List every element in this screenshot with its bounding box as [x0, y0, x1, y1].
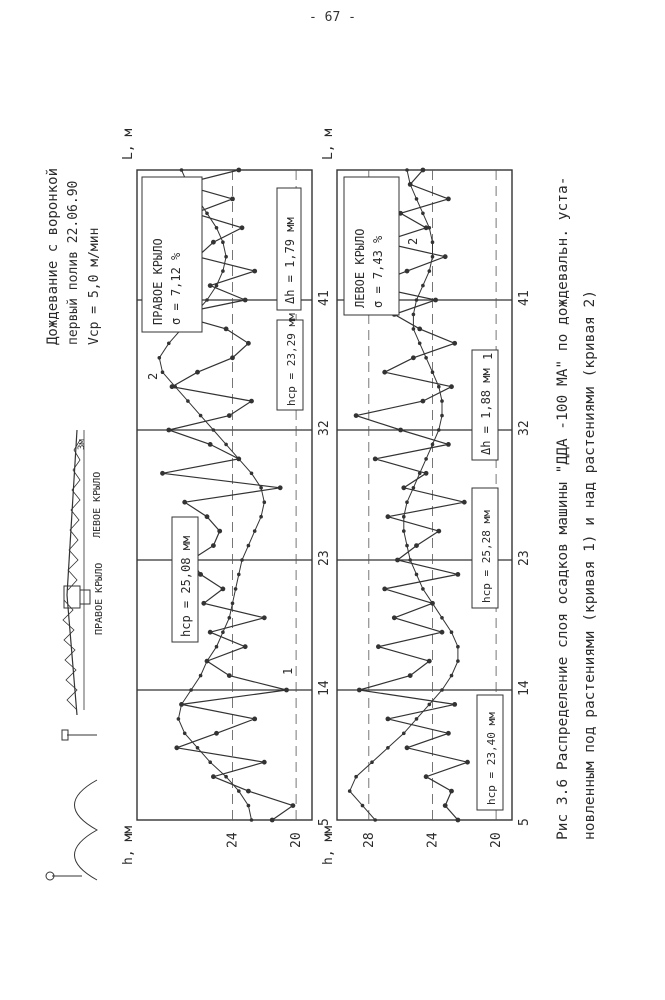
data-point [215, 226, 219, 230]
data-point [421, 587, 425, 591]
data-point [456, 572, 461, 577]
y-tick-label: 20 [289, 832, 305, 848]
y-axis-label: h, мм [121, 825, 136, 865]
data-point [376, 644, 381, 649]
mark-label: 3м [77, 439, 87, 450]
data-point [227, 673, 232, 678]
bottom-delta: Δh = 1,88 мм [479, 368, 493, 455]
data-point [427, 659, 432, 664]
data-point [224, 443, 228, 447]
data-point [205, 659, 209, 663]
data-point [161, 370, 165, 374]
x-tick-label: 5 [517, 818, 532, 826]
data-point [199, 414, 203, 418]
data-point [405, 269, 410, 274]
data-point [382, 587, 387, 592]
data-point [263, 500, 267, 504]
data-point [221, 630, 225, 634]
y-tick-label: 28 [361, 832, 377, 848]
data-point [253, 529, 257, 533]
x-tick-label: 32 [517, 420, 532, 436]
x-unit-label: L, м [121, 128, 136, 160]
data-point [237, 573, 241, 577]
data-point [408, 558, 412, 562]
data-point [186, 399, 190, 403]
data-point [431, 602, 435, 606]
data-point [177, 717, 181, 721]
data-point [215, 645, 219, 649]
data-point [228, 616, 232, 620]
top-curve1-label: 1 [281, 667, 295, 675]
caption-line-2: новленным под растениями (кривая 1) и над растениями (кривая 2) [582, 290, 598, 840]
data-point [386, 746, 390, 750]
data-point [259, 515, 263, 519]
x-tick-label: 14 [517, 680, 532, 696]
data-point [412, 486, 416, 490]
data-point [196, 746, 200, 750]
data-point [424, 457, 428, 461]
data-point [208, 283, 213, 288]
data-point [160, 471, 165, 476]
data-point [240, 558, 244, 562]
data-point [240, 225, 245, 230]
data-point [402, 529, 406, 533]
data-point [167, 342, 171, 346]
machine-speed: Vср = 5,0 м/мин [87, 227, 102, 345]
data-point [249, 399, 254, 404]
x-tick-label: 32 [317, 420, 332, 436]
data-point [211, 774, 216, 779]
data-point [227, 413, 232, 418]
bottom-curve2-label: 2 [406, 237, 420, 245]
machine-title: Дождевание с воронкой [45, 167, 61, 345]
data-point [395, 558, 400, 563]
data-point [246, 341, 251, 346]
top-delta: Δh = 1,79 мм [283, 217, 297, 304]
data-point [224, 775, 228, 779]
data-point [166, 428, 171, 433]
data-point [456, 645, 460, 649]
data-point [247, 804, 251, 808]
data-point [180, 168, 184, 172]
data-point [456, 818, 461, 823]
data-point [398, 428, 403, 433]
data-point [246, 789, 251, 794]
data-point [428, 269, 432, 273]
data-point [252, 717, 257, 722]
data-point [418, 342, 422, 346]
data-point [402, 732, 406, 736]
data-point [456, 659, 460, 663]
data-point [230, 197, 235, 202]
data-point [158, 356, 162, 360]
top-wing-label: ПРАВОЕ КРЫЛО [151, 238, 165, 325]
data-point [284, 688, 289, 693]
data-point [247, 544, 251, 548]
data-point [217, 529, 222, 534]
data-point [428, 703, 432, 707]
data-point [408, 183, 412, 187]
data-point [411, 355, 416, 360]
machine-run: первый полив 22.06.90 [66, 180, 81, 345]
caption-line-1: Рис 3.6 Распределение слоя осадков машины "ДДА -100 МА" по дождевальн. уста- [555, 176, 571, 840]
figure-svg [22, 80, 622, 900]
data-point [414, 543, 419, 548]
bottom-wing-sigma: σ = 7,43 % [371, 235, 385, 308]
data-point [208, 630, 213, 635]
top-wing-sigma: σ = 7,12 % [169, 252, 183, 325]
data-point [412, 327, 416, 331]
data-point [354, 413, 359, 418]
data-point [412, 313, 416, 317]
data-point [224, 255, 228, 259]
data-point [386, 717, 391, 722]
data-point [189, 688, 193, 692]
data-point [443, 803, 448, 808]
data-point [182, 500, 187, 505]
bottom-panel-annotations [344, 177, 503, 810]
page-number: - 67 - [309, 10, 356, 25]
right-wing-label: ПРАВОЕ КРЫЛО [94, 562, 105, 635]
data-point [243, 644, 248, 649]
data-point [270, 818, 275, 823]
data-point [198, 572, 203, 577]
data-point [291, 803, 296, 808]
machine-schematic [45, 168, 105, 880]
data-point [205, 514, 210, 519]
data-point [401, 485, 406, 490]
top-hcp-left: hср = 25,08 мм [179, 535, 193, 637]
data-point [262, 760, 267, 765]
data-point [431, 370, 435, 374]
y-tick-label: 20 [489, 832, 505, 848]
data-point [443, 254, 448, 259]
data-point [382, 370, 387, 375]
data-point [205, 298, 209, 302]
data-point [446, 731, 451, 736]
data-point [214, 731, 219, 736]
data-point [440, 399, 444, 403]
x-tick-label: 23 [517, 550, 532, 566]
x-tick-label: 41 [517, 290, 532, 306]
data-point [230, 355, 235, 360]
x-tick-label: 23 [317, 550, 332, 566]
data-point [373, 457, 378, 462]
data-point [465, 760, 470, 765]
data-point [408, 673, 413, 678]
data-point [431, 255, 435, 259]
bottom-hcp-left: hср = 23,40 мм [485, 712, 498, 805]
data-point [436, 529, 441, 534]
data-point [417, 327, 422, 332]
data-point [262, 615, 267, 620]
data-point [361, 804, 365, 808]
data-point [405, 168, 409, 172]
data-point [208, 442, 213, 447]
data-point [440, 414, 444, 418]
data-point [424, 471, 429, 476]
data-point [421, 399, 426, 404]
data-point [212, 428, 216, 432]
bottom-hcp-right: hср = 25,28 мм [480, 510, 493, 603]
top-hcp-right: hср = 23,29 мм [285, 313, 298, 406]
data-point [180, 703, 184, 707]
data-point [421, 284, 425, 288]
data-point [211, 543, 216, 548]
data-point [440, 688, 444, 692]
data-point [215, 284, 219, 288]
top-panel-annotations [142, 177, 303, 675]
data-point [237, 457, 241, 461]
data-point [250, 818, 254, 822]
data-point [259, 486, 263, 490]
data-point [431, 443, 435, 447]
data-point [446, 442, 451, 447]
data-point [373, 818, 377, 822]
data-point [446, 197, 451, 202]
top-curve2-label: 2 [146, 372, 160, 380]
data-point [205, 212, 209, 216]
data-point [405, 745, 410, 750]
data-point [201, 601, 206, 606]
data-point [211, 240, 216, 245]
x-tick-label: 41 [317, 290, 332, 306]
y-tick-label: 24 [425, 832, 441, 848]
data-point [431, 240, 435, 244]
data-point [449, 384, 454, 389]
data-point [452, 702, 457, 707]
data-point [199, 674, 203, 678]
figure [22, 80, 622, 900]
data-point [231, 602, 235, 606]
data-point [208, 760, 212, 764]
data-point [424, 356, 428, 360]
data-point [450, 674, 454, 678]
data-point [418, 471, 422, 475]
data-point [437, 428, 441, 432]
y-axis-label-bottom: h, мм [321, 825, 336, 865]
data-point [405, 544, 409, 548]
data-point [195, 370, 200, 375]
data-point [370, 760, 374, 764]
data-point [437, 385, 441, 389]
data-point [421, 168, 426, 173]
x-tick-label: 14 [317, 680, 332, 696]
data-point [174, 745, 179, 750]
data-point [415, 573, 419, 577]
data-point [348, 789, 352, 793]
data-point [252, 269, 257, 274]
data-point [452, 341, 457, 346]
data-point [421, 212, 425, 216]
data-point [278, 485, 283, 490]
data-point [424, 774, 429, 779]
bottom-wing-label: ЛЕВОЕ КРЫЛО [353, 228, 367, 308]
data-point [243, 298, 248, 303]
x-unit-label-bottom: L, м [321, 128, 336, 160]
y-tick-label: 24 [225, 832, 241, 848]
data-point [392, 615, 397, 620]
x-tick-label: 5 [317, 818, 332, 826]
data-point [402, 515, 406, 519]
left-wing-label: ЛЕВОЕ КРЫЛО [92, 471, 103, 538]
data-point [449, 789, 454, 794]
data-point [415, 717, 419, 721]
data-point [234, 587, 238, 591]
data-point [354, 775, 358, 779]
data-point [415, 197, 419, 201]
data-point [450, 630, 454, 634]
data-point [236, 168, 241, 173]
data-point [221, 240, 225, 244]
data-point [357, 688, 362, 693]
data-point [221, 587, 226, 592]
data-point [224, 327, 229, 332]
data-point [386, 514, 391, 519]
data-point [183, 732, 187, 736]
bottom-curve1-label: 1 [481, 352, 495, 360]
data-point [250, 471, 254, 475]
data-point [462, 500, 467, 505]
data-point [237, 789, 241, 793]
data-point [415, 298, 419, 302]
data-point [173, 385, 177, 389]
data-point [433, 298, 438, 303]
data-point [405, 500, 409, 504]
data-point [440, 630, 445, 635]
data-point [428, 226, 432, 230]
data-point [221, 269, 225, 273]
data-point [440, 616, 444, 620]
